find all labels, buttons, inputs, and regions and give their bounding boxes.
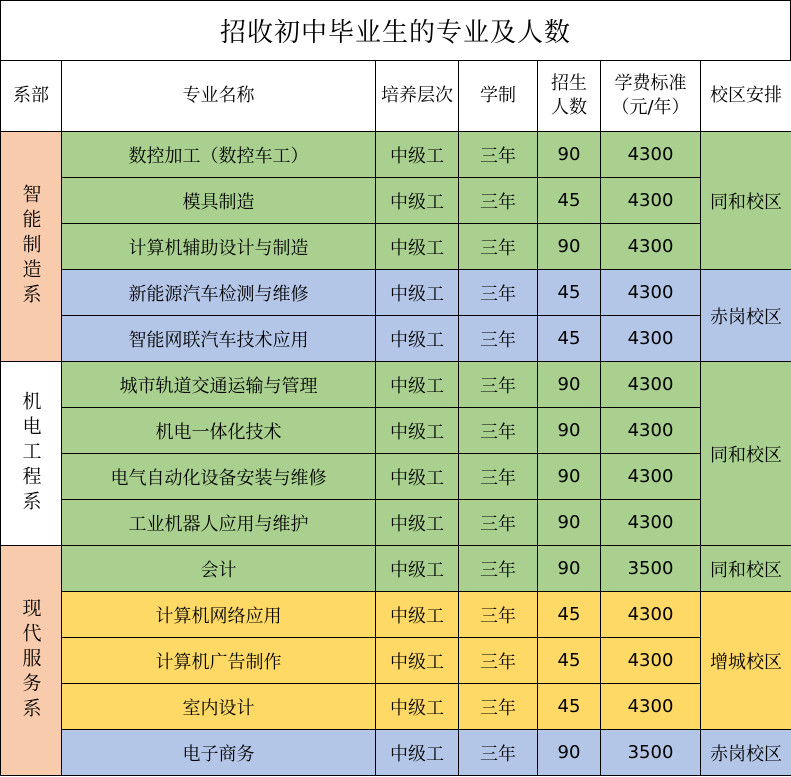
major-cell: 计算机广告制作 xyxy=(62,638,376,684)
tuition-cell: 4300 xyxy=(601,454,701,500)
dept-cell-modern-services xyxy=(1,546,62,776)
campus-cell: 增城校区 xyxy=(701,592,791,730)
header-campus: 校区安排 xyxy=(701,61,791,132)
enroll-cell: 45 xyxy=(538,270,601,316)
table-row xyxy=(1,270,791,316)
header-enroll: 招生 人数 xyxy=(538,61,601,132)
duration-cell: 三年 xyxy=(459,454,538,500)
table-row xyxy=(1,546,791,592)
header-major: 专业名称 xyxy=(62,61,376,132)
duration-cell: 三年 xyxy=(459,684,538,730)
level-cell: 中级工 xyxy=(376,592,459,638)
major-cell: 智能网联汽车技术应用 xyxy=(62,316,376,362)
major-cell: 计算机辅助设计与制造 xyxy=(62,224,376,270)
duration-cell: 三年 xyxy=(459,546,538,592)
major-cell: 新能源汽车检测与维修 xyxy=(62,270,376,316)
duration-cell: 三年 xyxy=(459,638,538,684)
tuition-cell: 3500 xyxy=(601,546,701,592)
major-cell: 电子商务 xyxy=(62,730,376,776)
enroll-cell: 90 xyxy=(538,546,601,592)
duration-cell: 三年 xyxy=(459,316,538,362)
level-cell: 中级工 xyxy=(376,454,459,500)
tuition-cell: 4300 xyxy=(601,270,701,316)
enroll-cell: 45 xyxy=(538,638,601,684)
duration-cell: 三年 xyxy=(459,730,538,776)
major-cell: 室内设计 xyxy=(62,684,376,730)
header-dept: 系部 xyxy=(1,61,62,132)
level-cell: 中级工 xyxy=(376,132,459,178)
table-row xyxy=(1,684,791,730)
tuition-cell: 4300 xyxy=(601,224,701,270)
table-row xyxy=(1,178,791,224)
enroll-cell: 90 xyxy=(538,500,601,546)
table-row xyxy=(1,316,791,362)
major-cell: 计算机网络应用 xyxy=(62,592,376,638)
dept-label: 现代服务系 xyxy=(19,598,42,723)
table-row xyxy=(1,592,791,638)
enroll-cell: 90 xyxy=(538,224,601,270)
table-row xyxy=(1,224,791,270)
campus-cell: 同和校区 xyxy=(701,132,791,270)
dept-label: 智能制造系 xyxy=(19,184,42,309)
header-tuition: 学费标准 （元/年） xyxy=(601,61,701,132)
dept-cell-intelligent-manufacturing xyxy=(1,132,62,362)
major-cell: 数控加工（数控车工） xyxy=(62,132,376,178)
enroll-cell: 45 xyxy=(538,592,601,638)
duration-cell: 三年 xyxy=(459,132,538,178)
table-row xyxy=(1,638,791,684)
table-row xyxy=(1,500,791,546)
table-row xyxy=(1,408,791,454)
duration-cell: 三年 xyxy=(459,362,538,408)
duration-cell: 三年 xyxy=(459,500,538,546)
level-cell: 中级工 xyxy=(376,224,459,270)
tuition-cell: 4300 xyxy=(601,638,701,684)
header-row xyxy=(1,61,791,132)
duration-cell: 三年 xyxy=(459,408,538,454)
enrollment-table xyxy=(0,60,791,776)
duration-cell: 三年 xyxy=(459,224,538,270)
dept-cell-electromechanical xyxy=(1,362,62,546)
major-cell: 机电一体化技术 xyxy=(62,408,376,454)
campus-cell: 赤岗校区 xyxy=(701,270,791,362)
level-cell: 中级工 xyxy=(376,316,459,362)
level-cell: 中级工 xyxy=(376,730,459,776)
enroll-cell: 45 xyxy=(538,684,601,730)
enroll-cell: 45 xyxy=(538,178,601,224)
major-cell: 城市轨道交通运输与管理 xyxy=(62,362,376,408)
campus-cell: 同和校区 xyxy=(701,362,791,546)
major-cell: 工业机器人应用与维护 xyxy=(62,500,376,546)
level-cell: 中级工 xyxy=(376,178,459,224)
level-cell: 中级工 xyxy=(376,362,459,408)
tuition-cell: 4300 xyxy=(601,592,701,638)
enroll-cell: 90 xyxy=(538,730,601,776)
table-title: 招收初中毕业生的专业及人数 xyxy=(0,0,791,60)
campus-cell: 赤岗校区 xyxy=(701,730,791,776)
major-cell: 电气自动化设备安装与维修 xyxy=(62,454,376,500)
tuition-cell: 4300 xyxy=(601,178,701,224)
duration-cell: 三年 xyxy=(459,592,538,638)
enroll-cell: 90 xyxy=(538,362,601,408)
tuition-cell: 4300 xyxy=(601,316,701,362)
level-cell: 中级工 xyxy=(376,408,459,454)
dept-label: 机电工程系 xyxy=(19,391,42,516)
enroll-cell: 90 xyxy=(538,454,601,500)
level-cell: 中级工 xyxy=(376,270,459,316)
enroll-cell: 45 xyxy=(538,316,601,362)
table-row xyxy=(1,132,791,178)
level-cell: 中级工 xyxy=(376,546,459,592)
header-duration: 学制 xyxy=(459,61,538,132)
duration-cell: 三年 xyxy=(459,178,538,224)
table-row xyxy=(1,730,791,776)
duration-cell: 三年 xyxy=(459,270,538,316)
tuition-cell: 3500 xyxy=(601,730,701,776)
tuition-cell: 4300 xyxy=(601,132,701,178)
table-row xyxy=(1,362,791,408)
level-cell: 中级工 xyxy=(376,500,459,546)
tuition-cell: 4300 xyxy=(601,408,701,454)
header-level: 培养层次 xyxy=(376,61,459,132)
major-cell: 会计 xyxy=(62,546,376,592)
enroll-cell: 90 xyxy=(538,408,601,454)
tuition-cell: 4300 xyxy=(601,362,701,408)
table-row xyxy=(1,454,791,500)
tuition-cell: 4300 xyxy=(601,684,701,730)
level-cell: 中级工 xyxy=(376,684,459,730)
campus-cell: 同和校区 xyxy=(701,546,791,592)
level-cell: 中级工 xyxy=(376,638,459,684)
enroll-cell: 90 xyxy=(538,132,601,178)
major-cell: 模具制造 xyxy=(62,178,376,224)
tuition-cell: 4300 xyxy=(601,500,701,546)
